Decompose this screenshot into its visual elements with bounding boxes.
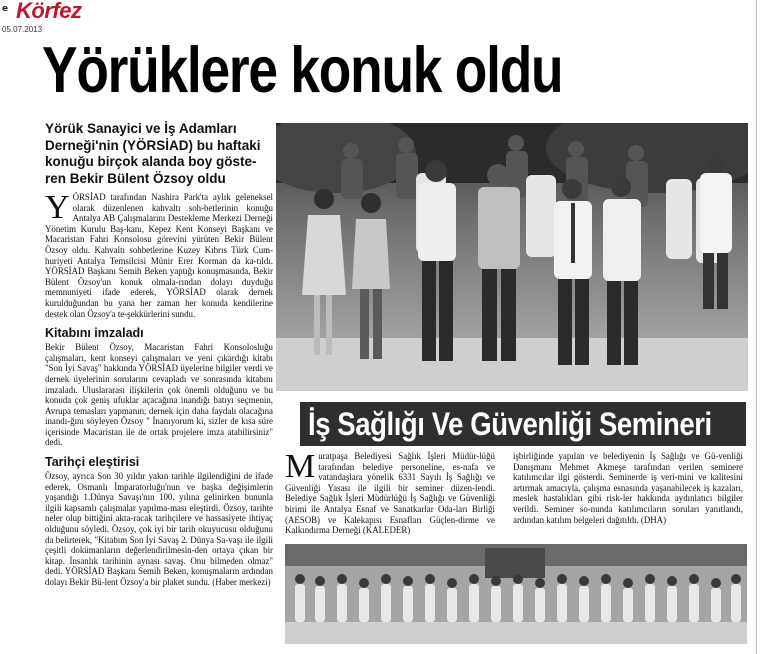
logo-mark-icon: e	[2, 4, 9, 14]
drop-cap: M	[285, 448, 316, 485]
seminar-text-1: uratpaşa Belediyesi Sağlık İşleri Müdür-lüğü tarafından belediye personeline, es-nafa ve vatandaşlara yönelik 6331 Sayılı İş Sağlığı ve Güvenliği Yasası ile ilgili bir seminer düzen-lendi. Belediye Sağlık İşleri Müdürlüğü İş Sağlığı ve Güvenliği birimi ile Antalya Esnaf ve Sanatkarlar Oda-ları Birliği (AESOB) ve Kalekapısı Esnafları Güçlen-dirme ve Kalkındırma Derneği (KALEDER)	[285, 451, 495, 536]
lead-text: ÖRSİAD tarafından Nashira Park'ta aylık geleneksel olarak düzenlenen kahvaltı soh-betlerinin konuğu Antalya AB Çalışmalarını Destekleme Merkezi Derneği Yönetim Kurulu Baş-kanı, Kepez Kent Konseyi Başkanı ve Macaristan Fahri Konsolosu görevini yürüten Bekir Bülent Özsoy oldu. Kahvaltı sohbetlerine Kuzey Kıbrıs Türk Cum-huriyeti Antalya Temsilcisi Münir Erer Korman da ka-tıldı. YÖRSİAD Başkanı Semih Beken yaptığı konuşmasında, Bekir Bülent Özsoy'un konuk olmala-rından dolayı duyduğu memnuniyeti ifade ederek, YÖRSİAD olarak dernek kurulduğundan bu yana her zaman her konuda kendilerine destek olan Özsoy'a te-şekkürlerini sundu.	[45, 192, 273, 319]
group-photo	[276, 123, 748, 391]
section-title-bar	[300, 402, 746, 446]
drop-cap: Y	[45, 189, 70, 226]
group-photo-image	[276, 123, 748, 391]
article-paragraph: Bekir Bülent Özsoy, Macaristan Fahri Konsolosluğu çalışmaları, kent konseyi çalışmaları ve yeni çıkardığı kitabı "Son İyi Savaş" hakkında YÖRSİAD üyelerine bilgiler verdi ve dernek üyelerinin sorularını cevapladı ve sonrasında kitabını imzaladı. Uluslararası ilişkilerin çok önemli olduğunu ve bu konuda çok geniş ufuklar açacağına inandığı batıyı seçmenin, Avrupa temasları yapmanın, dernek için daha faydalı olacağına inandı-ğını söyleyen Özsoy " İnanıyorum ki, sizler de kısa süre içerisinde Macaristan ile de ortak projelere imza atabilirsiniz" dedi.	[45, 342, 273, 448]
article-paragraph: Özsoy, ayrıca Son 30 yıldır yakın tarihle ilgilendiğini de ifade ederek, Osmanlı İmparatorluğu'nun ve başka değişimlerin yaşandığı 1.Dünya Savaşı'nın 100. yılına gelinirken bununla ilgili kapsamlı çalışmalar yapılma-ması eleştirdi. Özsoy, tarihte neler olup bittiğini akta-racak tarihçilere ve hassasiyete ihtiyaç olduğunu söyledi. Özsoy, çok iyi bir tarih okuyucusu olduğunu da belirterek, "Kitabım Son İyi Savaş 2. Dünya Sa-vaşı ile ilgili çeşitli dokümanların değerlendirilmesin-den ortaya çıkan bir kitap. İnsanlık tarihinin aynası savaş. Onu bilmeden olmaz" dedi. YÖRSİAD Başkanı Semih Beken, konuşmaların ardından dolayı Bekir Bü-lent Özsoy'a bir plaket sundu. (Haber merkezi)	[45, 471, 273, 587]
newspaper-logo	[2, 1, 86, 23]
logo-text: Körfez	[16, 0, 82, 23]
seminar-group-photo	[285, 544, 747, 644]
subheading-historian-critique: Tarihçi eleştirisi	[45, 455, 140, 470]
section-title: İş Sağlığı Ve Güvenliği Semineri	[308, 406, 712, 442]
article-deck: Yörük Sanayici ve İş Adamları Derneği'nin (YÖRSİAD) bu haftaki konuğu birçok alanda boy göste-ren Bekir Bülent Özsoy oldu	[45, 121, 261, 186]
page-edge-rule	[756, 0, 757, 654]
seminar-photo-image	[285, 544, 747, 644]
subheading-book-signing: Kitabını imzaladı	[45, 326, 144, 341]
publication-date: 05.07.2013	[2, 25, 43, 34]
seminar-column-1	[285, 448, 495, 536]
seminar-paragraph	[285, 448, 495, 536]
main-headline: Yörüklere konuk oldu	[42, 33, 563, 106]
article-body	[45, 189, 273, 588]
seminar-column-2	[513, 451, 743, 525]
seminar-text-2: işbirliğinde yapılan ve belediyenin İş Sağlığı ve Gü-venliği Danışmanı Mehmet Akmeşe tarafından verilen seminere katılımcılar ilgi gösterdi. Seminerde iş veri-mini ve kalitesini artırmak amacıyla, çalışma esnasında yaşanabilecek iş kazaları, meslek hastalıkları gibi risk-ler hakkında aydınlatıcı bilgiler verildi. Seminer so-nunda katılımcıların soruları yanıtlandı, ardından katılım belgeleri dağıtıldı. (DHA)	[513, 451, 743, 525]
article-lead	[45, 189, 273, 319]
